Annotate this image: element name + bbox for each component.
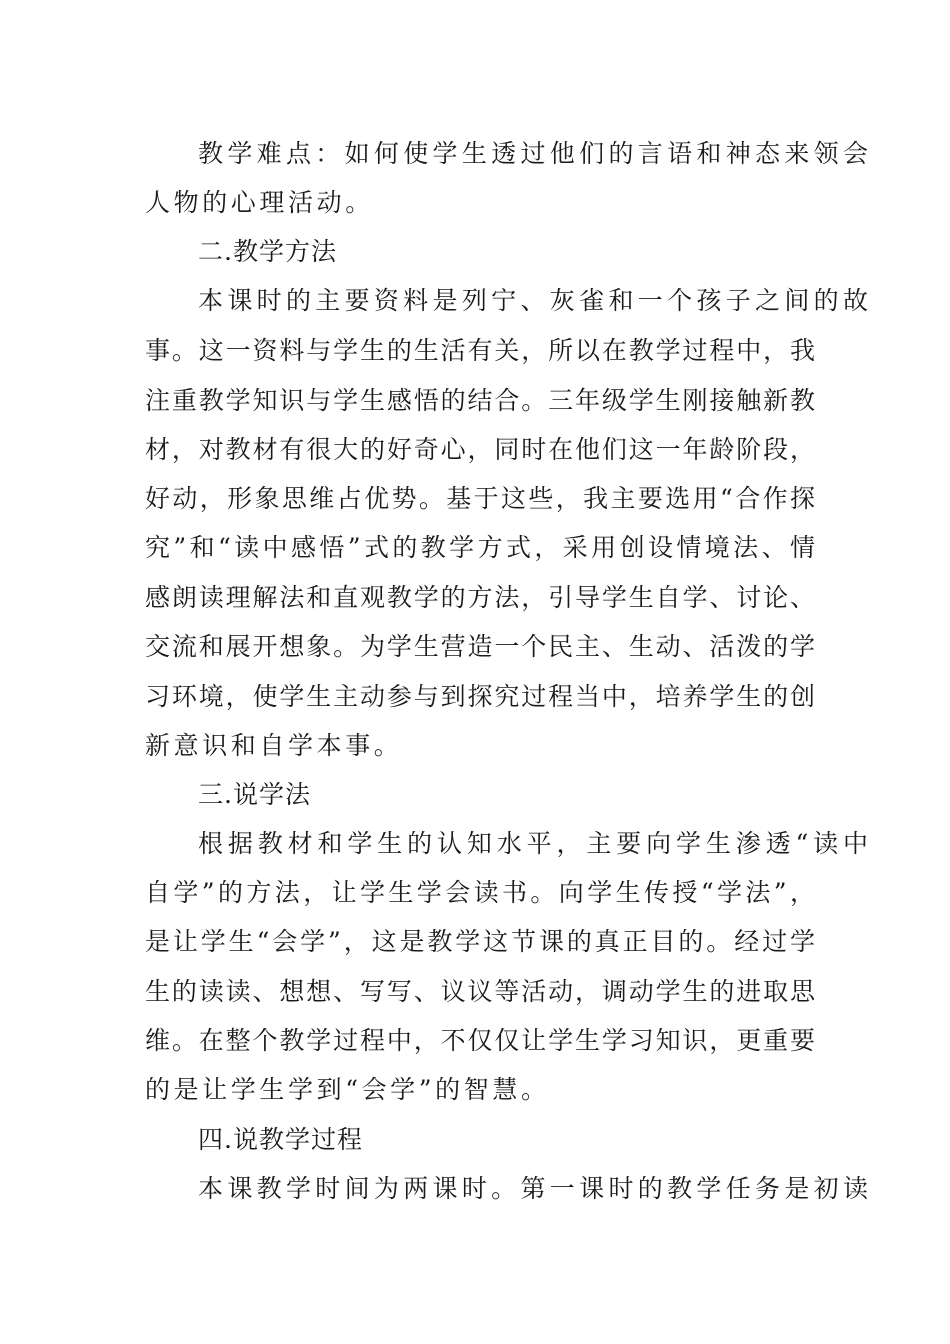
- paragraph-line: 维。在整个教学过程中，不仅仅让学生学习知识，更重要: [145, 1026, 815, 1055]
- paragraph-line: 的是让学生学到“会学”的智慧。: [145, 1075, 550, 1104]
- paragraph-line: 教学难点：如何使学生透过他们的言语和神态来领会: [198, 139, 868, 168]
- paragraph-line: 生的读读、想想、写写、议议等活动，调动学生的进取思: [145, 977, 815, 1006]
- section-heading: 二.教学方法: [198, 237, 337, 266]
- paragraph-line: 新意识和自学本事。: [145, 731, 403, 760]
- paragraph-line: 本课时的主要资料是列宁、灰雀和一个孩子之间的故: [198, 286, 868, 315]
- paragraph-line: 习环境，使学生主动参与到探究过程当中，培养学生的创: [145, 682, 815, 711]
- paragraph-line: 是让学生“会学”，这是教学这节课的真正目的。经过学: [145, 927, 815, 956]
- section-heading: 三.说学法: [198, 780, 311, 809]
- section-heading: 四.说教学过程: [198, 1125, 363, 1154]
- paragraph-line: 交流和展开想象。为学生营造一个民主、生动、活泼的学: [145, 632, 815, 661]
- paragraph-line: 根据教材和学生的认知水平，主要向学生渗透“读中: [198, 829, 868, 858]
- paragraph-line: 本课教学时间为两课时。第一课时的教学任务是初读: [198, 1174, 868, 1203]
- paragraph-line: 感朗读理解法和直观教学的方法，引导学生自学、讨论、: [145, 583, 815, 612]
- paragraph-line: 事。这一资料与学生的生活有关，所以在教学过程中，我: [145, 336, 815, 365]
- paragraph-line: 人物的心理活动。: [145, 188, 374, 217]
- paragraph-line: 材，对教材有很大的好奇心，同时在他们这一年龄阶段，: [145, 435, 815, 464]
- paragraph-line: 注重教学知识与学生感悟的结合。三年级学生刚接触新教: [145, 386, 815, 415]
- paragraph-line: 自学”的方法，让学生学会读书。向学生传授“学法”，: [145, 878, 815, 907]
- paragraph-line: 好动，形象思维占优势。基于这些，我主要选用“合作探: [145, 484, 815, 513]
- paragraph-line: 究”和“读中感悟”式的教学方式，采用创设情境法、情: [145, 533, 815, 562]
